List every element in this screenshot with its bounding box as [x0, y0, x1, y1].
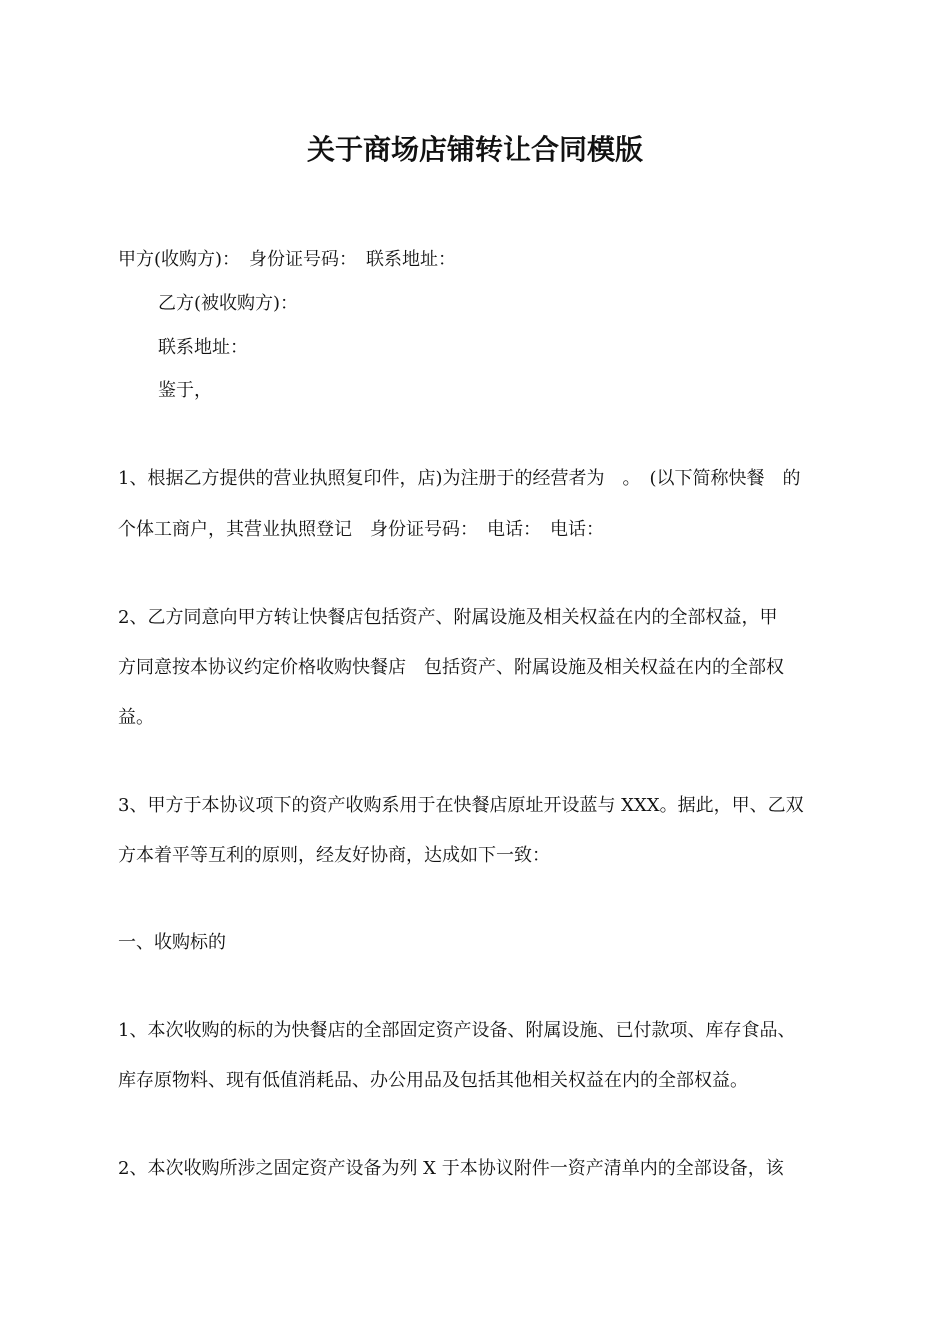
- clause-1-line-1: 1、根据乙方提供的营业执照复印件，店)为注册于的经营者为 。 (以下简称快餐 的: [118, 468, 801, 489]
- party-a-line: 甲方(收购方)： 身份证号码： 联系地址：: [118, 249, 457, 270]
- subject-clause-1-line-2: 库存原物料、现有低值消耗品、办公用品及包括其他相关权益在内的全部权益。: [118, 1070, 748, 1091]
- document-title: 关于商场店铺转让合同模版: [306, 133, 643, 166]
- clause-3-line-2: 方本着平等互利的原则，经友好协商，达成如下一致：: [118, 845, 550, 866]
- clause-3-line-1: 3、甲方于本协议项下的资产收购系用于在快餐店原址开设蓝与 XXX。据此，甲、乙双: [118, 795, 804, 816]
- clause-1-line-2: 个体工商户，其营业执照登记 身份证号码： 电话： 电话：: [118, 519, 604, 540]
- subject-clause-2-line-1: 2、本次收购所涉之固定资产设备为列 X 于本协议附件一资产清单内的全部设备，该: [118, 1158, 784, 1179]
- section-heading-purchase-subject: 一、收购标的: [118, 932, 226, 953]
- clause-2-line-3: 益。: [118, 707, 154, 728]
- party-b-address-line: 联系地址：: [158, 337, 248, 358]
- whereas-line: 鉴于，: [158, 380, 212, 401]
- clause-2-line-1: 2、乙方同意向甲方转让快餐店包括资产、附属设施及相关权益在内的全部权益，甲: [118, 607, 778, 628]
- clause-2-line-2: 方同意按本协议约定价格收购快餐店 包括资产、附属设施及相关权益在内的全部权: [118, 657, 784, 678]
- party-b-line: 乙方(被收购方)：: [158, 293, 299, 314]
- subject-clause-1-line-1: 1、本次收购的标的为快餐店的全部固定资产设备、附属设施、已付款项、库存食品、: [118, 1020, 796, 1041]
